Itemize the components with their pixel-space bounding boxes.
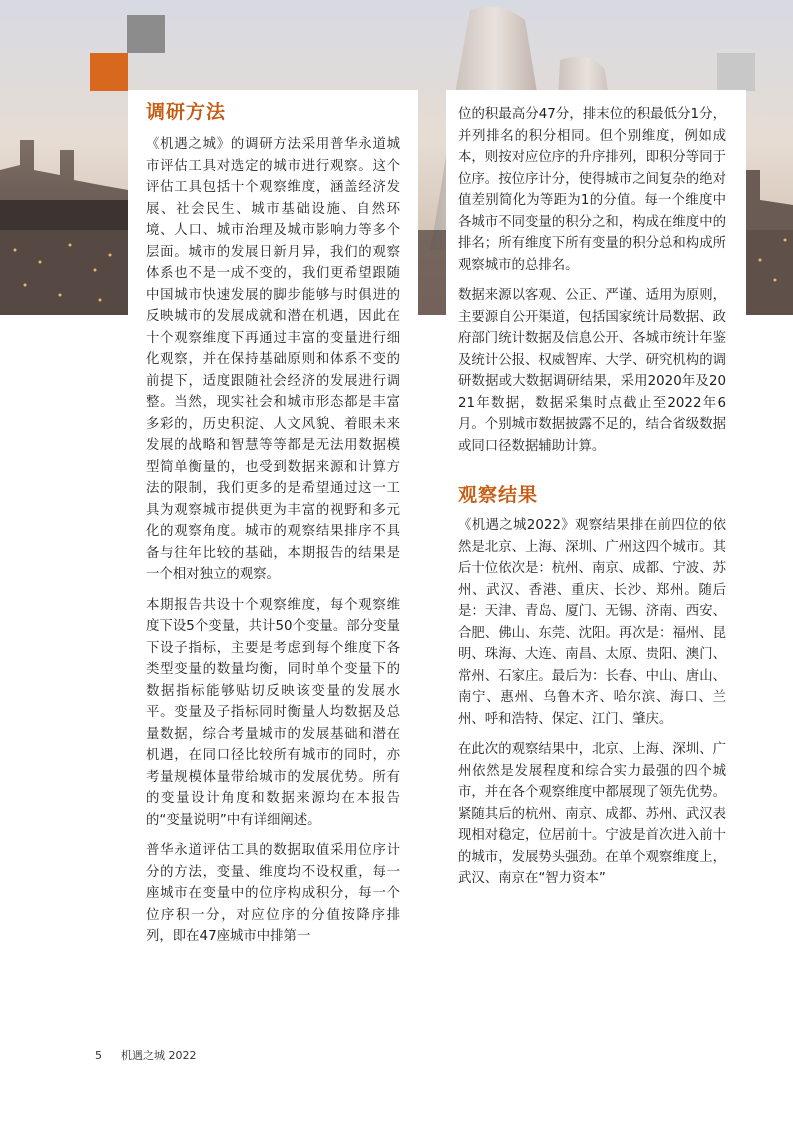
decorative-square-gray — [127, 15, 165, 53]
decorative-square-orange — [90, 53, 128, 91]
paragraph: 《机遇之城2022》观察结果排在前四位的依然是北京、上海、深圳、广州这四个城市。其后十位依次是：杭州、南京、成都、宁波、苏州、武汉、香港、重庆、长沙、郑州。随后是：天津、青岛、厦门、无锡、济南、西安、合肥、佛山、东莞、沈阳。再次是：福州、昆明、珠海、大连、南昌、太原、贵阳、澳门、常州、石家庄。最后为：长春、中山、唐山、南宁、惠州、乌鲁木齐、哈尔滨、海口、兰州、呼和浩特、保定、江门、肇庆。 — [458, 518, 726, 727]
page-footer — [95, 1047, 197, 1063]
section-heading-methodology: 调研方法 — [146, 101, 227, 123]
paragraph: 位的积最高分47分，排末位的积最低分1分，并列排名的积分相同。但个别维度，例如成本，则按对应位序的升序排列，即积分等同于位序。按位序计分，使得城市之间复杂的绝对值差别简化为等距为1的分值。每一个维度中各城市不同变量的积分之和，构成在维度中的排名；所有维度下所有变量的积分总和构成所观察城市的总排名。 — [458, 107, 726, 273]
section-heading-results: 观察结果 — [458, 484, 539, 506]
right-column — [458, 104, 726, 899]
paragraph: 在此次的观察结果中，北京、上海、深圳、广州依然是发展程度和综合实力最强的四个城市，并在各个观察维度中都展现了领先优势。紧随其后的杭州、南京、成都、苏州、武汉表现相对稳定，位居前十。宁波是首次进入前十的城市，发展势头强劲。在单个观察维度上，武汉、南京在“智力资本” — [458, 742, 726, 886]
decorative-square-light-gray — [717, 53, 755, 91]
paragraph: 《机遇之城》的调研方法采用普华永道城市评估工具对选定的城市进行观察。这个评估工具包括十个观察维度，涵盖经济发展、社会民生、城市基础设施、自然环境、人口、城市治理及城市影响力等多个层面。城市的发展日新月异，我们的观察体系也不是一成不变的，我们更希望跟随中国城市快速发展的脚步能够与时俱进的反映城市的发展成就和潜在机遇，因此在十个观察维度下再通过丰富的变量进行细化观察，并在保持基础原则和体系不变的前提下，适度跟随社会经济的发展进行调整。当然，现实社会和城市形态都是丰富多彩的，历史积淀、人文风貌、着眼未来发展的战略和智慧等等都是无法用数据模型简单衡量的，也受到数据来源和计算方法的限制，我们更多的是希望通过这一工具为观察城市提供更为丰富的视野和多元化的观察角度。城市的观察结果排序不具备与往年比较的基础，本期报告的结果是一个相对独立的观察。 — [146, 137, 400, 582]
page-number: 5 — [95, 1049, 102, 1062]
publication-title: 机遇之城 2022 — [121, 1049, 197, 1062]
left-column — [146, 98, 400, 957]
paragraph: 数据来源以客观、公正、严谨、适用为原则，主要源自公开渠道，包括国家统计局数据、政府部门统计数据及信息公开、各城市统计年鉴及统计公报、权威智库、大学、研究机构的调研数据或大数据调研结果，采用2020年及2021年数据，数据采集时点截止至2022年6月。个别城市数据披露不足的，结合省级数据或同口径数据辅助计算。 — [458, 288, 726, 454]
paragraph: 本期报告共设十个观察维度，每个观察维度下设5个变量，共计50个变量。部分变量下设子指标，主要是考虑到每个维度下各类型变量的数量均衡，同时单个变量下的数据指标能够贴切反映该变量的发展水平。变量及子指标同时衡量人均数据及总量数据，综合考量城市的发展基础和潜在机遇，在同口径比较所有城市的同时，亦考量规模体量带给城市的发展优势。所有的变量设计角度和数据来源均在本报告的“变量说明”中有详细阐述。 — [146, 597, 400, 828]
paragraph: 普华永道评估工具的数据取值采用位序计分的方法，变量、维度均不设权重，每一座城市在变量中的位序构成积分，每一个位序积一分，对应位序的分值按降序排列，即在47座城市中排第一 — [146, 843, 400, 944]
